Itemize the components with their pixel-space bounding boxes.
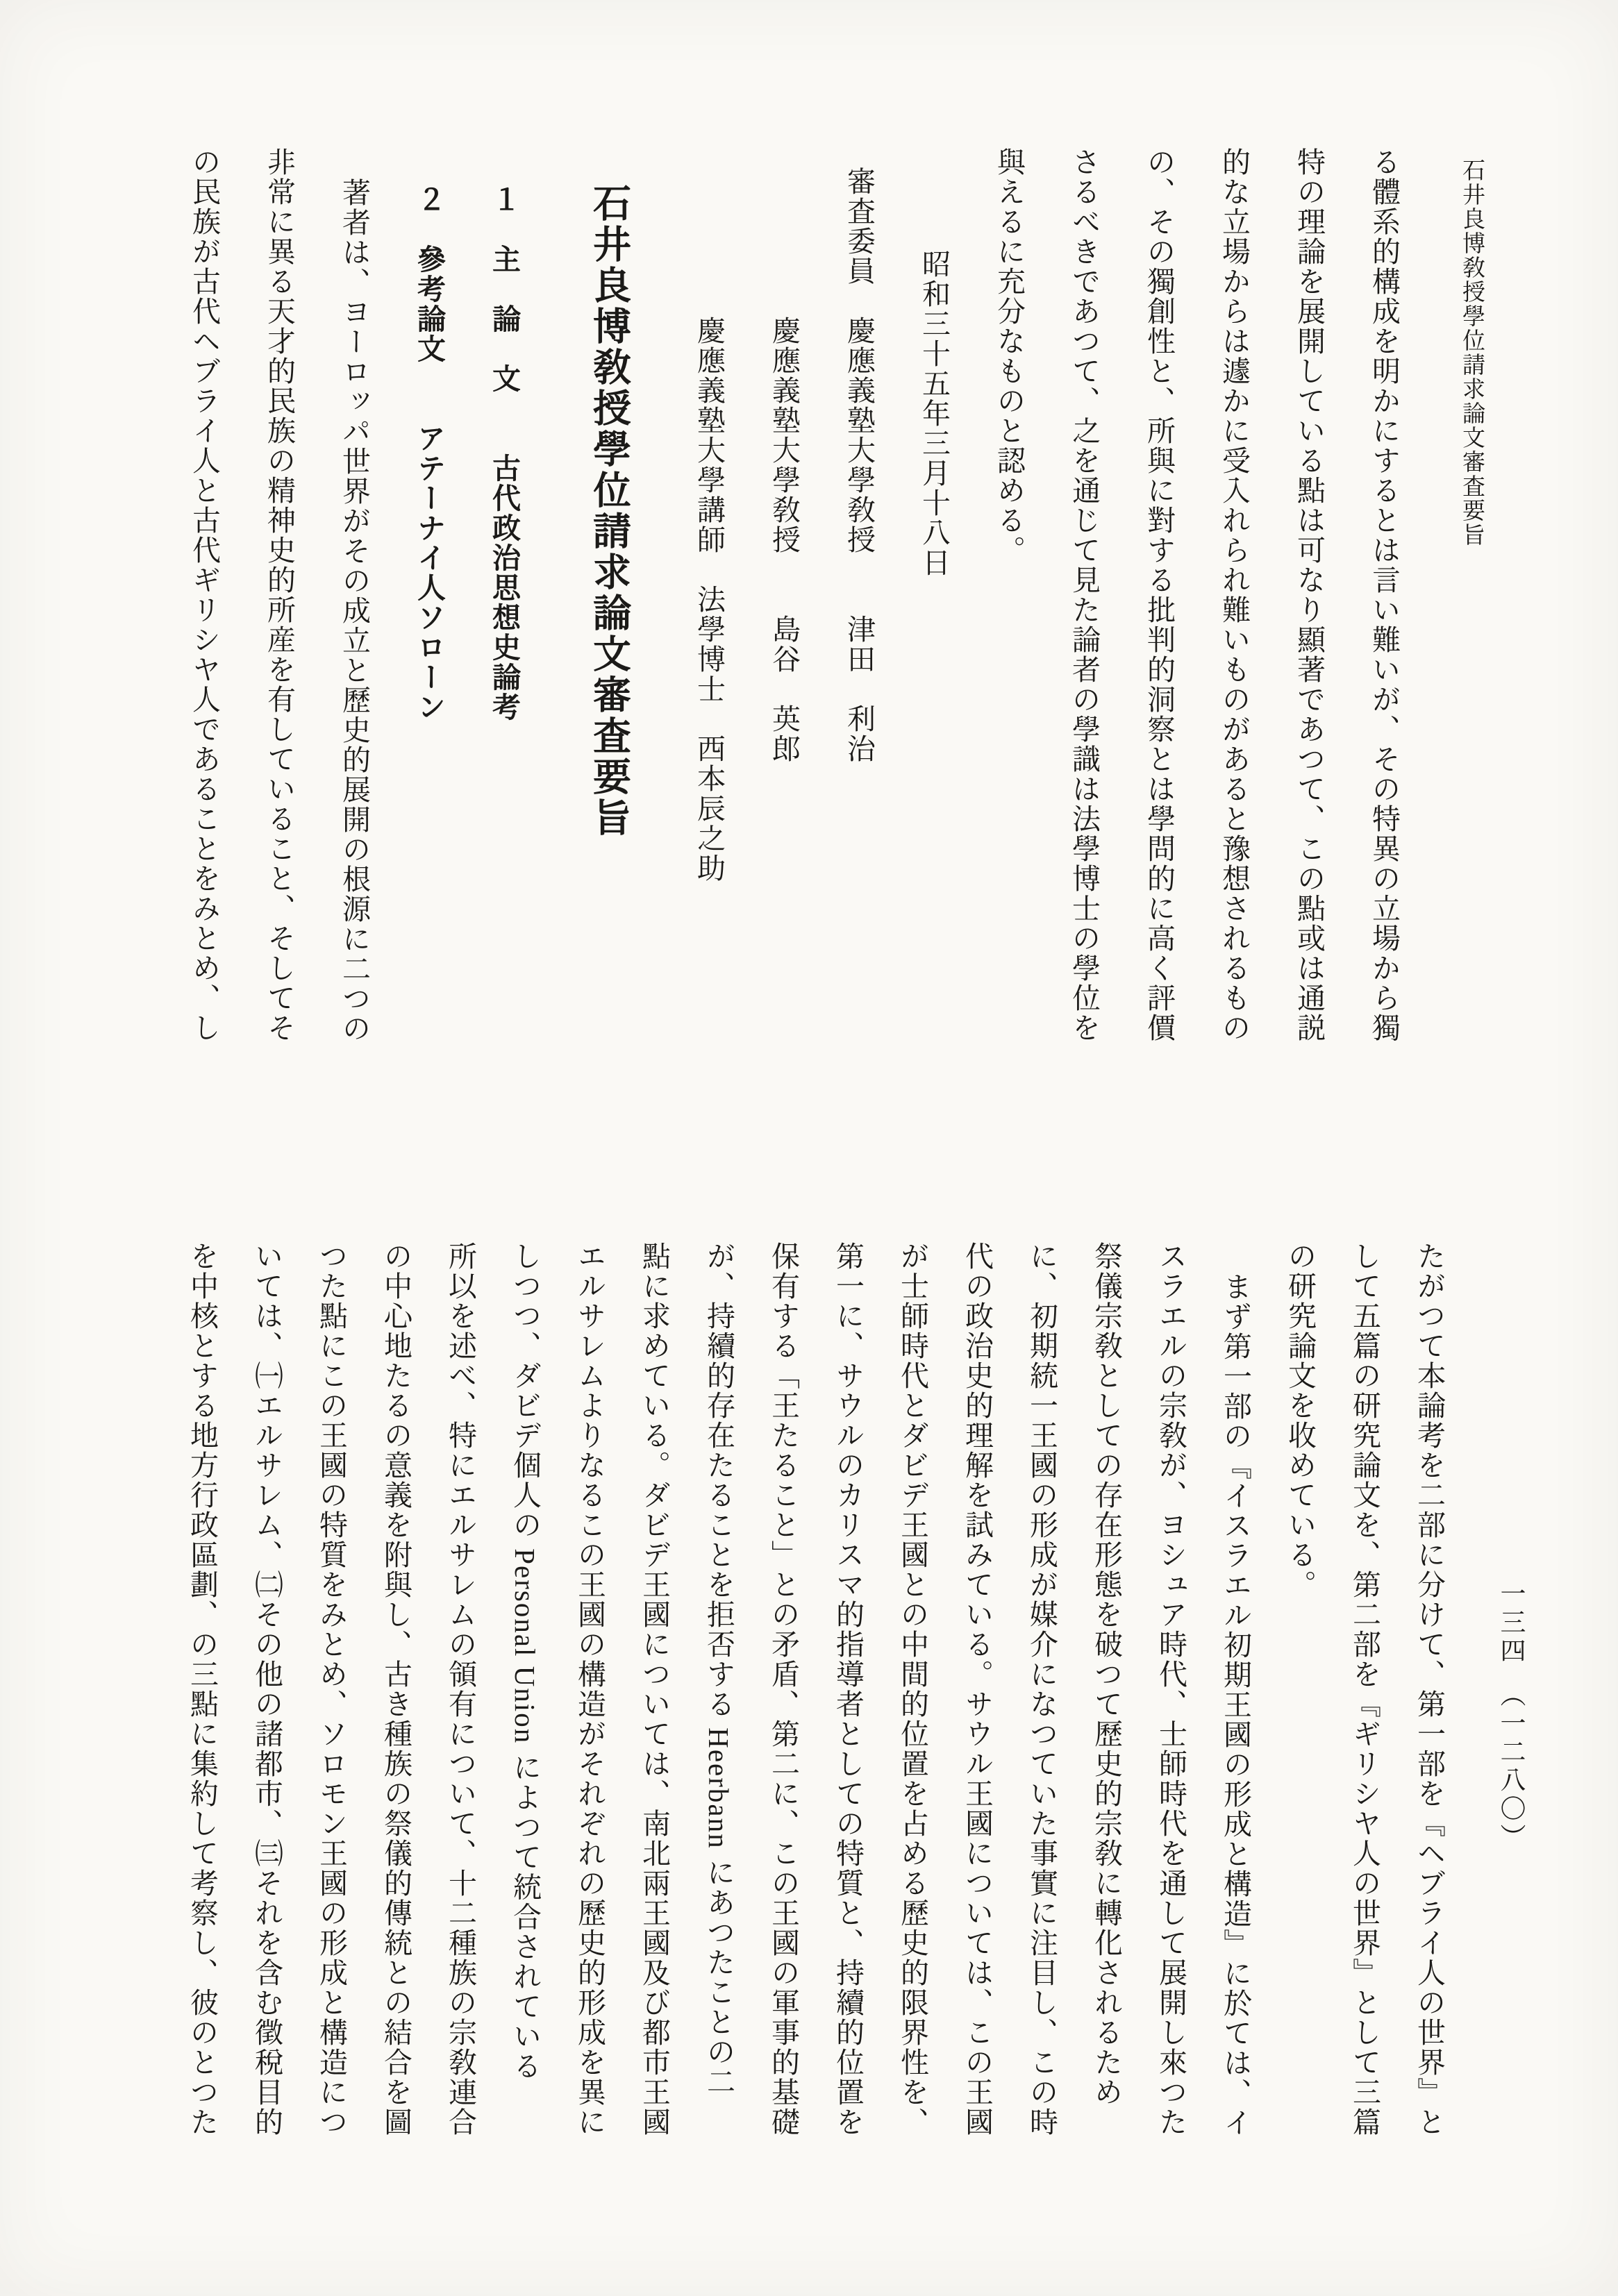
paragraph-line: 第一に、サウルのカリスマ的指導者としての特質と、持續的位置を bbox=[832, 1241, 864, 2137]
review-conclusion-line: る體系的構成を明かにするとは言い難いが、その特異の立場から獨 bbox=[1368, 147, 1400, 1043]
committee-member: 審査委員 慶應義塾大學敎授 津田 利治 bbox=[843, 167, 875, 764]
date-line: 昭和三十五年三月十八日 bbox=[918, 249, 950, 578]
paragraph-line: 代の政治史的理解を試みている。サウル王國については、この王國 bbox=[961, 1241, 993, 2137]
paragraph-line: エルサレムよりなるこの王國の構造がそれぞれの歷史的形成を異に bbox=[574, 1241, 606, 2137]
paragraph-line: に、初期統一王國の形成が媒介になつていた事實に注目し、この時 bbox=[1026, 1241, 1058, 2137]
paragraph-line: 點に求めている。ダビデ王國については、南北兩王國及び都市王國 bbox=[638, 1241, 670, 2137]
paragraph-line: が士師時代とダビデ王國との中間的位置を占める歷史的限界性を、 bbox=[896, 1241, 928, 2137]
running-head: 石井良博敎授學位請求論文審査要旨 bbox=[1459, 158, 1484, 547]
committee-member: 慶應義塾大學講師 法學博士 西本辰之助 bbox=[693, 316, 725, 883]
review-conclusion-line: 與えるに充分なものと認める。 bbox=[993, 147, 1025, 565]
page-number: 一三四 （一二八〇） bbox=[1496, 1580, 1524, 1852]
paragraph-line: まず第一部の『イスラエル初期王國の形成と構造』に於ては、イ bbox=[1219, 1272, 1251, 2138]
paragraph-line: 所以を述べ、特にエルサレムの領有について、十二種族の宗敎連合 bbox=[444, 1241, 476, 2137]
paragraph-line: の民族が古代ヘブライ人と古代ギリシヤ人であることをみとめ、し bbox=[188, 147, 220, 1043]
review-conclusion-line: の、その獨創性と、所與に對する批判的洞察とは學問的に高く評價 bbox=[1143, 147, 1175, 1043]
paragraph-line: つた點にこの王國の特質をみとめ、ソロモン王國の形成と構造につ bbox=[315, 1241, 347, 2137]
paragraph-line: 保有する「王たること」との矛盾、第二に、この王國の軍事的基礎 bbox=[767, 1241, 799, 2137]
paragraph-line: が、持續的存在たることを拒否する Heerbann にあつたことの二 bbox=[703, 1241, 735, 2097]
paragraph-line: して五篇の研究論文を、第二部を『ギリシヤ人の世界』として三篇 bbox=[1349, 1241, 1381, 2137]
bottom-section bbox=[169, 1241, 1535, 2138]
review-conclusion-line: 的な立場からは遽かに受入れられ難いものがあると豫想されるもの bbox=[1218, 147, 1250, 1043]
paragraph-line: の中心地たるの意義を附與し、古き種族の祭儀的傳統との結合を圖 bbox=[380, 1241, 412, 2137]
committee-member: 慶應義塾大學敎授 島谷 英郎 bbox=[768, 316, 800, 764]
main-thesis-item: １ 主 論 文 古代政治思想史論考 bbox=[488, 185, 520, 722]
paragraph-line: いては、㈠エルサレム、㈡その他の諸都市、㈢それを含む徵稅目的 bbox=[251, 1241, 283, 2137]
paragraph-line: 非常に異る天才的民族の精神史的所産を有していること、そしてそ bbox=[263, 147, 295, 1043]
paragraph-line: たがつて本論考を二部に分けて、第一部を『ヘブライ人の世界』と bbox=[1413, 1241, 1445, 2137]
paragraph-line: しつつ、ダビデ個人の Personal Union によつて統合されている bbox=[509, 1241, 541, 2081]
section-title: 石井良博敎授學位請求論文審査要旨 bbox=[587, 183, 630, 839]
review-conclusion-line: さるべきであつて、之を通じて見た論者の學識は法學博士の學位を bbox=[1068, 147, 1100, 1043]
reference-thesis-item: ２ 參考論文 アテーナイ人ソローン bbox=[413, 185, 445, 722]
top-section bbox=[167, 147, 1503, 1044]
paragraph-line: を中核とする地方行政區劃、の三點に集約して考察し、彼のとつた bbox=[186, 1241, 218, 2137]
review-conclusion-line: 特の理論を展開している點は可なり顯著であつて、この點或は通説 bbox=[1293, 147, 1325, 1043]
paragraph-line: の研究論文を收めている。 bbox=[1284, 1241, 1316, 1600]
paragraph-line: 著者は、ヨーロッパ世界がその成立と歷史的展開の根源に二つの bbox=[338, 178, 370, 1044]
paragraph-line: スラエルの宗敎が、ヨシュア時代、士師時代を通して展開し來つた bbox=[1155, 1241, 1187, 2137]
paragraph-line: 祭儀宗敎としての存在形態を破つて歷史的宗敎に轉化されるため bbox=[1090, 1241, 1122, 2107]
